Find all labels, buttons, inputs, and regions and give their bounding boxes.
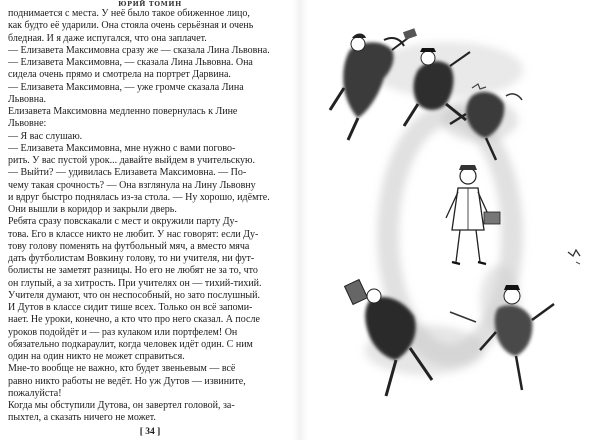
figure-center-boy <box>446 165 500 264</box>
text-line: Учителя думают, что он неспособный, но зато послушный. <box>8 289 260 301</box>
text-line: тову голову поменять на футбольный мяч, а вместо мяча <box>8 240 250 252</box>
running-head: ЮРИЙ ТОМИН <box>118 0 182 8</box>
text-line: сидела очень прямо и смотрела на портрет Дарвина. <box>8 69 231 81</box>
text-line: — Я вас слушаю. <box>8 130 83 142</box>
text-line: как будто её ударили. Она стояла очень серьёзная и очень <box>8 20 254 32</box>
text-line: и вдруг быстро поднялась из-за стола. — Ну хорошо, идёмте. <box>8 191 270 203</box>
text-line: пожалуйста! <box>8 387 62 399</box>
text-line: рить. У вас пустой урок... давайте выйдем в учительскую. <box>8 155 256 166</box>
text-line: пыхтел, а сказать ничего не может. <box>8 412 156 424</box>
text-line: чему такая срочность? — Она взглянула на Лину Львовну <box>8 179 256 191</box>
text-line: Львовне: <box>8 118 47 130</box>
text-line: И Дутов в классе сидит тише всех. Только он всё запоми- <box>8 302 253 313</box>
bird-icon-right <box>568 250 580 256</box>
text-line: — Елизавета Максимовна сразу же — сказала Лина Львовна. <box>8 44 270 56</box>
body-text <box>8 8 290 425</box>
text-line: болисты не заметят разницы. Но его не любят не за то, что <box>8 265 258 277</box>
text-line: — Елизавета Максимовна, — сказала Лина Львовна. Она <box>8 57 253 68</box>
text-line: нает. Не уроки, конечно, а кто что про него сказал. А после <box>8 314 260 326</box>
text-line: Мне-то вообще не важно, кто будет звеньевым — всё <box>8 363 236 375</box>
text-line: равно никто работы не ведёт. Но уж Дутов — извините, <box>8 375 246 387</box>
text-line: Ребята сразу повскакали с мест и окружили парту Ду- <box>8 216 238 228</box>
text-line: поднимается с места. У неё было такое обиженное лицо, <box>8 8 250 19</box>
text-line: Когда мы обступили Дутова, он завертел головой, за- <box>8 400 235 411</box>
text-line: Елизавета Максимовна медленно повернулась к Лине <box>8 106 238 117</box>
text-line: — Выйти? — удивилась Елизавета Максимовна. — По- <box>8 167 247 179</box>
text-line: один на один никто не может справиться. <box>8 351 185 362</box>
text-line: уроков подойдёт и — раз кулаком или портфелем! Он <box>8 326 238 338</box>
book-gutter <box>292 0 308 440</box>
text-line: — Елизавета Максимовна, мне нужно с вами погово- <box>8 142 236 154</box>
text-line: обязательно подкараулит, когда человек идёт один. С ним <box>8 338 253 350</box>
text-line: това. Его в классе никто не любит. У нас говорят: если Ду- <box>8 228 259 240</box>
text-line: — Елизавета Максимовна, — уже громче сказала Лина <box>8 81 244 93</box>
page-number: [ 34 ] <box>139 427 161 437</box>
text-line: он глупый, а за хитрость. При учителях он — тихий-тихий. <box>8 277 262 289</box>
text-line: бледная. И я даже испугался, что она заплачет. <box>8 32 207 44</box>
right-page <box>300 0 600 440</box>
text-line: дать футболистам Вовкину голову, то ни учителя, ни фут- <box>8 253 255 264</box>
text-line: Они вышли в коридор и закрыли дверь. <box>8 204 177 215</box>
ink-illustration <box>300 0 600 440</box>
text-line: Львовна. <box>8 93 47 105</box>
